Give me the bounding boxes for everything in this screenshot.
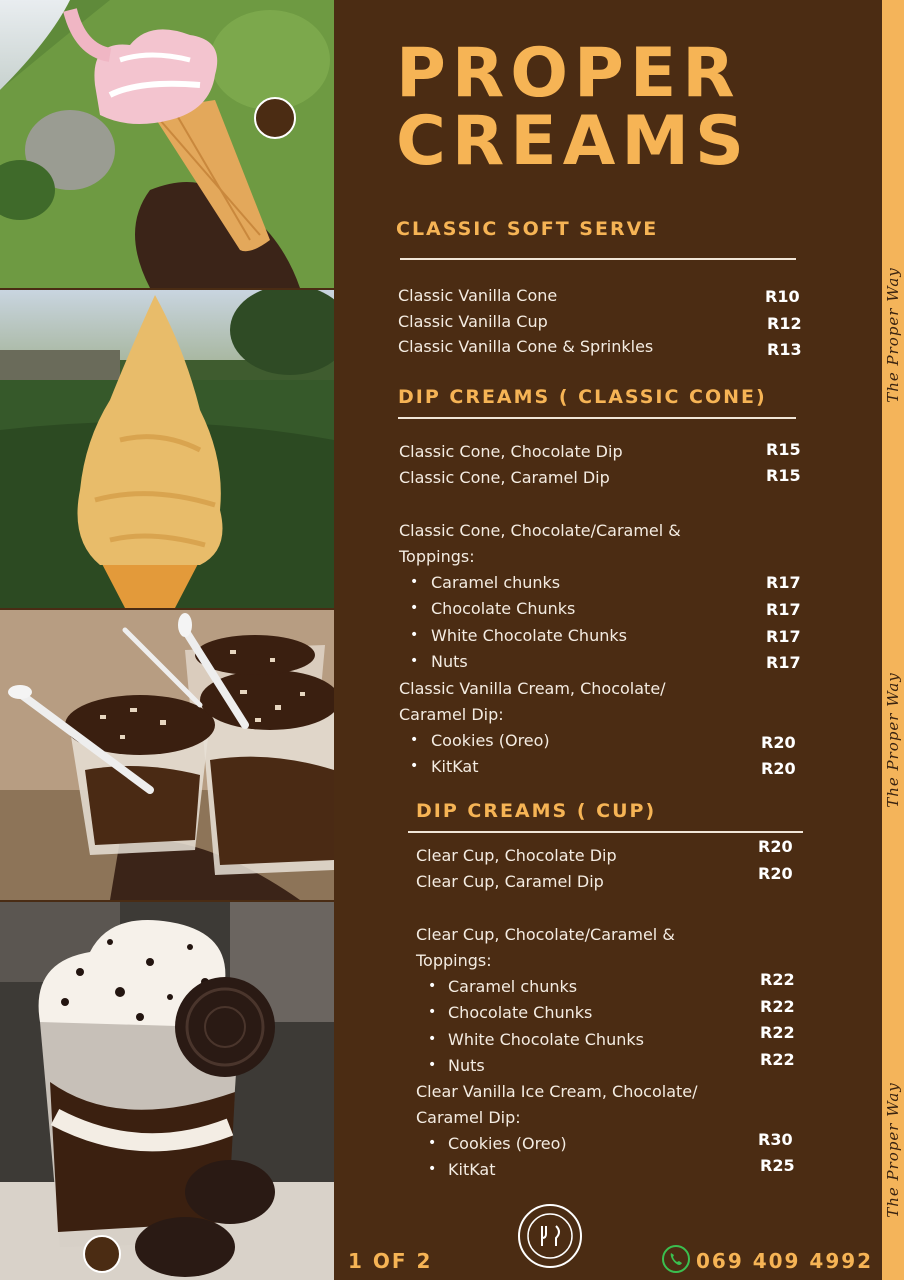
- bullet-icon: •: [428, 1161, 437, 1177]
- section-title-soft-serve: CLASSIC SOFT SERVE: [396, 218, 659, 240]
- bullet-icon: •: [410, 758, 419, 774]
- topping-item: Chocolate Chunks: [431, 599, 576, 618]
- group-heading: Classic Vanilla Cream, Chocolate/: [399, 679, 666, 698]
- menu-price: R30: [758, 1130, 793, 1149]
- menu-item: Classic Vanilla Cone & Sprinkles: [398, 337, 654, 356]
- topping-item: Caramel chunks: [448, 977, 578, 996]
- menu-price: R13: [767, 340, 802, 359]
- menu-item: Clear Cup, Caramel Dip: [416, 872, 604, 891]
- group-heading: Clear Cup, Chocolate/Caramel &: [416, 925, 675, 944]
- menu-price: R17: [766, 573, 801, 592]
- divider: [398, 417, 796, 419]
- photo-oreo-dip-cup: [0, 902, 334, 1280]
- photo-column: [0, 0, 334, 1280]
- photo-chocolate-dip-cups: [0, 610, 334, 900]
- bullet-icon: •: [410, 627, 419, 643]
- divider: [400, 258, 796, 260]
- menu-price: R20: [761, 759, 796, 778]
- photo-soft-serve-cone: [0, 0, 334, 288]
- side-text-top: [882, 235, 904, 435]
- side-text-middle: [882, 640, 904, 840]
- brand-logo: [518, 1204, 582, 1268]
- bullet-icon: •: [428, 1004, 437, 1020]
- menu-item: Classic Cone, Chocolate Dip: [399, 442, 623, 461]
- topping-item: Cookies (Oreo): [431, 731, 550, 750]
- menu-item: Clear Cup, Chocolate Dip: [416, 846, 617, 865]
- side-text-label: The Proper Way: [884, 672, 902, 808]
- menu-price: R22: [760, 1050, 795, 1069]
- page-indicator: 1 OF 2: [348, 1249, 433, 1273]
- menu-price: R22: [760, 997, 795, 1016]
- menu-price: R17: [766, 627, 801, 646]
- topping-item: Nuts: [431, 652, 468, 671]
- group-heading: Toppings:: [416, 951, 492, 970]
- topping-item: White Chocolate Chunks: [448, 1030, 644, 1049]
- bullet-icon: •: [410, 732, 419, 748]
- menu-price: R12: [767, 314, 802, 333]
- menu-price: R20: [758, 837, 793, 856]
- menu-price: R17: [766, 653, 801, 672]
- topping-item: Nuts: [448, 1056, 485, 1075]
- side-text-label: The Proper Way: [884, 1082, 902, 1218]
- topping-item: Cookies (Oreo): [448, 1134, 567, 1153]
- menu-price: R25: [760, 1156, 795, 1175]
- menu-price: R20: [758, 864, 793, 883]
- bullet-icon: •: [428, 1031, 437, 1047]
- group-heading: Clear Vanilla Ice Cream, Chocolate/: [416, 1082, 698, 1101]
- section-title-dip-cone: DIP CREAMS ( CLASSIC CONE): [398, 386, 767, 408]
- group-heading: Toppings:: [399, 547, 475, 566]
- menu-item: Classic Vanilla Cone: [398, 286, 558, 305]
- topping-item: KitKat: [431, 757, 479, 776]
- topping-item: White Chocolate Chunks: [431, 626, 627, 645]
- menu-price: R10: [765, 287, 800, 306]
- menu-price: R15: [766, 466, 801, 485]
- topping-item: KitKat: [448, 1160, 496, 1179]
- menu-price: R15: [766, 440, 801, 459]
- topping-item: Caramel chunks: [431, 573, 561, 592]
- group-heading: Classic Cone, Chocolate/Caramel &: [399, 521, 681, 540]
- group-heading: Caramel Dip:: [416, 1108, 521, 1127]
- group-heading: Caramel Dip:: [399, 705, 504, 724]
- topping-item: Chocolate Chunks: [448, 1003, 593, 1022]
- bullet-icon: •: [410, 574, 419, 590]
- phone-number: 069 409 4992: [696, 1249, 874, 1273]
- bullet-icon: •: [428, 1135, 437, 1151]
- bullet-icon: •: [410, 600, 419, 616]
- menu-price: R22: [760, 970, 795, 989]
- phone-icon: [662, 1245, 690, 1273]
- brand-title-line1: PROPER: [396, 34, 741, 113]
- side-text-bottom: [882, 1050, 904, 1250]
- side-text-label: The Proper Way: [884, 267, 902, 403]
- bullet-icon: •: [428, 1057, 437, 1073]
- menu-price: R17: [766, 600, 801, 619]
- bullet-icon: •: [410, 653, 419, 669]
- section-title-dip-cup: DIP CREAMS ( CUP): [416, 800, 657, 822]
- menu-item: Classic Cone, Caramel Dip: [399, 468, 610, 487]
- menu-item: Classic Vanilla Cup: [398, 312, 548, 331]
- photo-caramel-dip-cone: [0, 290, 334, 608]
- brand-title-line2: CREAMS: [396, 102, 750, 181]
- divider: [408, 831, 803, 833]
- bullet-icon: •: [428, 978, 437, 994]
- menu-price: R20: [761, 733, 796, 752]
- menu-price: R22: [760, 1023, 795, 1042]
